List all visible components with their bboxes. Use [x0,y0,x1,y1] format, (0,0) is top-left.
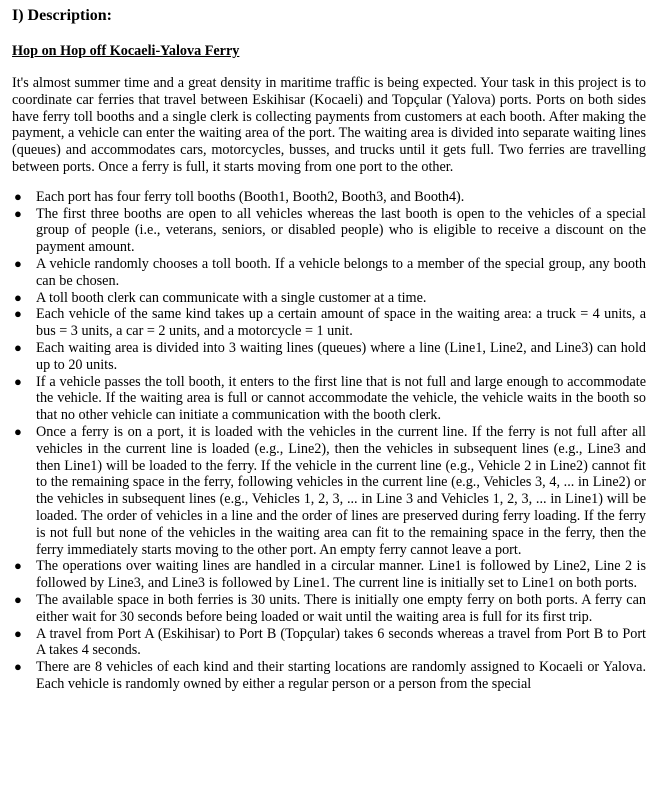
bullet-icon: ● [14,423,22,439]
bullet-item [12,592,652,626]
bullet-item [12,189,652,206]
bullet-icon: ● [14,339,22,355]
bullet-text: Each waiting area is divided into 3 waiting lines (queues) where a line (Line1, Line2, and Line3) can hold up to 20 units. [36,339,646,373]
bullet-text: The operations over waiting lines are handled in a circular manner. Line1 is followed by Line2, Line 2 is followed by Line3, and Line3 is followed by Line1. The current line is initially set to Line1 on both ports. [36,558,646,592]
bullet-icon: ● [14,591,22,607]
intro-paragraph: It's almost summer time and a great density in maritime traffic is being expected. Your task in this project is to coordinate car ferries that travel between Eskihisar (Kocaeli) and Topçular (Yalova) ports. Ports on both sides have ferry toll booths and a single clerk is collecting payments from customers at each booth. After making the payment, a vehicle can enter the waiting area of the port. The waiting area is divided into separate waiting lines (queues) and accommodates cars, motorcycles, busses, and trucks until it gets full. Two ferries are travelling between ports. Once a ferry is full, it starts moving from one port to the other. [12,75,646,175]
bullet-item [12,424,652,558]
bullet-item [12,626,652,660]
bullet-text: Each vehicle of the same kind takes up a certain amount of space in the waiting area: a truck = 4 units, a bus = 3 units, a car = 2 units, and a motorcycle = 1 unit. [36,306,646,340]
bullet-item [12,256,652,290]
bullet-text: There are 8 vehicles of each kind and their starting locations are randomly assigned to Kocaeli or Yalova. Each vehicle is randomly owned by either a regular person or a person from the special [36,659,646,692]
bullet-icon: ● [14,558,22,574]
bullet-text: A vehicle randomly chooses a toll booth. If a vehicle belongs to a member of the special group, any booth can be chosen. [36,255,646,289]
bullet-icon: ● [14,625,22,641]
bullet-item [12,340,652,374]
bullet-item [12,306,652,340]
bullet-text: If a vehicle passes the toll booth, it enters to the first line that is not full and large enough to accommodate the vehicle. If the waiting area is full or cannot accommodate the vehicle, the vehicle waits in the booth so that no other vehicle can initiate a communication with the booth clerk. [36,373,646,424]
bullet-icon: ● [14,373,22,389]
bullet-text: The available space in both ferries is 30 units. There is initially one empty ferry on both ports. A ferry can either wait for 30 seconds before being loaded or wait until the waiting area is full for its first trip. [36,591,646,625]
document-title: Hop on Hop off Kocaeli-Yalova Ferry [12,43,240,59]
bullet-item [12,374,652,424]
bullet-item [12,558,652,592]
bullet-text: A travel from Port A (Eskihisar) to Port B (Topçular) takes 6 seconds whereas a travel from Port B to Port A takes 4 seconds. [36,625,646,659]
bullet-icon: ● [14,188,22,204]
bullet-text: Each port has four ferry toll booths (Booth1, Booth2, Booth3, and Booth4). [36,188,465,205]
bullet-text: A toll booth clerk can communicate with a single customer at a time. [36,289,427,306]
bullet-list [12,189,652,693]
bullet-icon: ● [14,659,22,675]
bullet-icon: ● [14,255,22,271]
bullet-item [12,290,652,307]
bullet-item [12,659,652,693]
bullet-icon: ● [14,289,22,305]
bullet-item [12,206,652,256]
bullet-text: The first three booths are open to all vehicles whereas the last booth is open to the vehicles of a special group of people (i.e., veterans, seniors, or disabled people) who is eligible to receive a discount on the payment amount. [36,205,646,256]
bullet-icon: ● [14,306,22,322]
bullet-text: Once a ferry is on a port, it is loaded with the vehicles in the current line. If the ferry is not full after all vehicles in the current line is loaded (e.g., Line2), then the vehicles in subsequent lines (e.g., Line3 and then Line1) will be loaded to the ferry. If the vehicle in the current line (e.g., Vehicle 2 in Line2) cannot fit to the remaining space in the ferry, following vehicles in the current line (e.g., Vehicles 3, 4, ... in Line2) or the vehicles in subsequent lines (e.g., Vehicles 1, 2, 3, ... in Line 3 and Vehicles 1, 2, 3, ... in Line1) will be loaded. The order of vehicles in a line and the order of lines are preserved during ferry loading. If the ferry is not full but none of the vehicles in the waiting area can fit to the remaining space in the ferry, then the ferry immediately starts moving to the other port. An empty ferry cannot leave a port. [36,423,646,558]
bullet-icon: ● [14,205,22,221]
section-heading: I) Description: [12,7,112,24]
